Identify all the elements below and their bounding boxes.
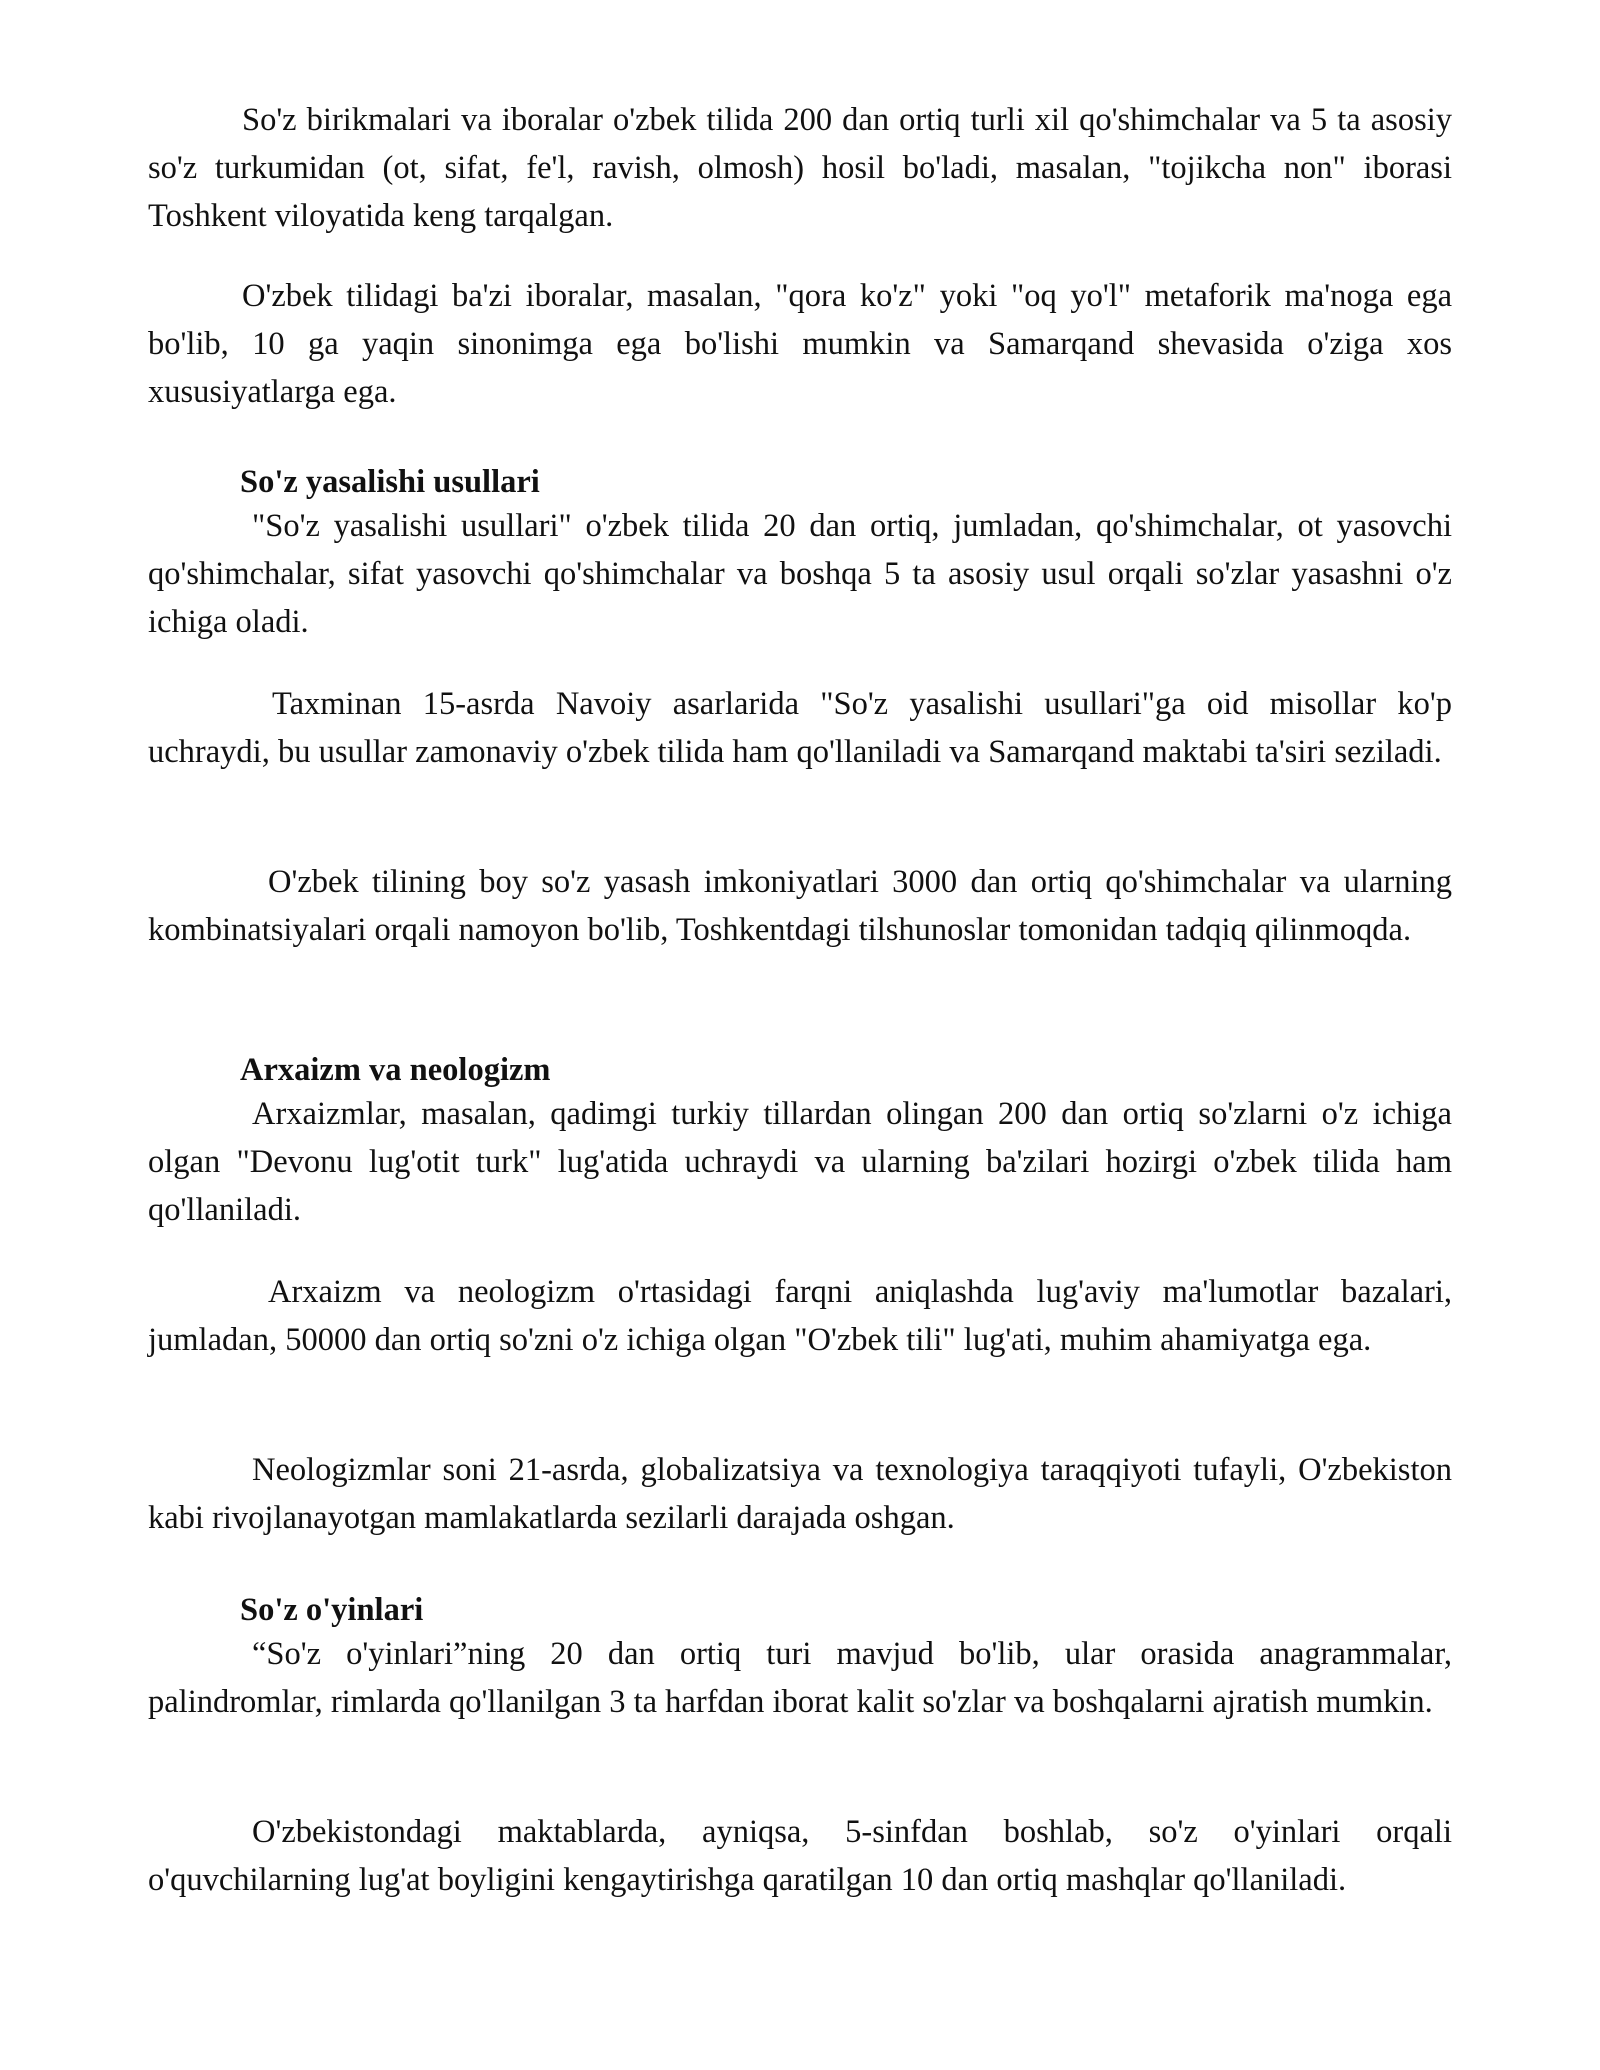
paragraph-3: "So'z yasalishi usullari" o'zbek tilida 20 dan ortiq, jumladan, qo'shimchalar, ot yasovchi qo'shimchalar, sifat yasovchi qo'shimchalar va boshqa 5 ta asosiy usul orqali so'zlar yasashni o'z ichiga oladi. bbox=[148, 508, 1452, 640]
paragraph-1: So'z birikmalari va iboralar o'zbek tilida 200 dan ortiq turli xil qo'shimchalar va 5 ta asosiy so'z turkumidan (ot, sifat, fe'l, ravish, olmosh) hosil bo'ladi, masalan, "tojikcha non" iborasi Toshkent viloyatida keng tarqalgan. bbox=[148, 102, 1452, 234]
section-heading-arxaizm: Arxaizm va neologizm bbox=[240, 1052, 551, 1088]
paragraph-2: O'zbek tilidagi ba'zi iboralar, masalan, "qora ko'z" yoki "oq yo'l" metaforik ma'noga ega bo'lib, 10 ga yaqin sinonimga ega bo'lishi mumkin va Samarqand shevasida o'ziga xos xususiyatlarga ega. bbox=[148, 278, 1452, 410]
paragraph-7: Arxaizm va neologizm o'rtasidagi farqni aniqlashda lug'aviy ma'lumotlar bazalari, jumladan, 50000 dan ortiq so'zni o'z ichiga olgan "O'zbek tili" lug'ati, muhim ahamiyatga ega. bbox=[148, 1274, 1452, 1358]
paragraph-9: “So'z o'yinlari”ning 20 dan ortiq turi mavjud bo'lib, ular orasida anagrammalar, palindromlar, rimlarda qo'llanilgan 3 ta harfdan iborat kalit so'zlar va boshqalarni ajratish mumkin. bbox=[148, 1636, 1452, 1720]
section-heading-soz-oyinlari: So'z o'yinlari bbox=[240, 1592, 424, 1628]
paragraph-4: Taxminan 15-asrda Navoiy asarlarida "So'z yasalishi usullari"ga oid misollar ko'p uchraydi, bu usullar zamonaviy o'zbek tilida ham qo'llaniladi va Samarqand maktabi ta'siri seziladi. bbox=[148, 686, 1452, 770]
paragraph-10: O'zbekistondagi maktablarda, ayniqsa, 5-sinfdan boshlab, so'z o'yinlari orqali o'quvchilarning lug'at boyligini kengaytirishga qaratilgan 10 dan ortiq mashqlar qo'llaniladi. bbox=[148, 1814, 1452, 1898]
paragraph-5: O'zbek tilining boy so'z yasash imkoniyatlari 3000 dan ortiq qo'shimchalar va ularning kombinatsiyalari orqali namoyon bo'lib, Toshkentdagi tilshunoslar tomonidan tadqiq qilinmoqda. bbox=[148, 864, 1452, 948]
paragraph-8: Neologizmlar soni 21-asrda, globalizatsiya va texnologiya taraqqiyoti tufayli, O'zbekiston kabi rivojlanayotgan mamlakatlarda sezilarli darajada oshgan. bbox=[148, 1452, 1452, 1536]
paragraph-6: Arxaizmlar, masalan, qadimgi turkiy tillardan olingan 200 dan ortiq so'zlarni o'z ichiga olgan "Devonu lug'otit turk" lug'atida uchraydi va ularning ba'zilari hozirgi o'zbek tilida ham qo'llaniladi. bbox=[148, 1096, 1452, 1228]
section-heading-soz-yasalishi: So'z yasalishi usullari bbox=[240, 464, 540, 500]
